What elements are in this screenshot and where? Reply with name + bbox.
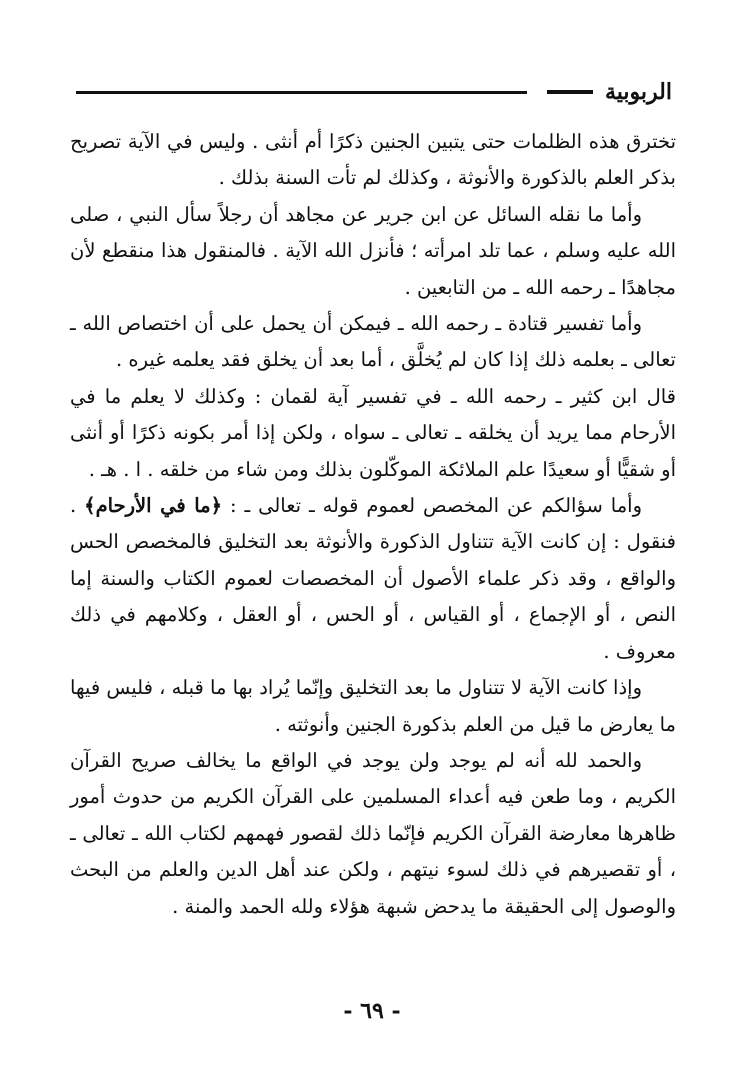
header-dash <box>547 90 593 94</box>
paragraph-5 <box>70 488 676 670</box>
paragraph-6: وإذا كانت الآية لا تتناول ما بعد التخليق وإنّما يُراد بها ما قبله ، فليس فيها ما يعارض ما قيل من العلم بذكورة الجنين وأنوثته . <box>70 676 676 736</box>
body-text <box>70 124 676 925</box>
quran-quote: ﴿ما في الأرحام﴾ <box>84 494 223 518</box>
paragraph-5-lead: وأما سؤالكم عن المخصص لعموم قوله ـ تعالى ـ : <box>229 494 643 518</box>
running-header <box>76 72 674 112</box>
header-rule <box>76 91 527 94</box>
paragraph-3: وأما تفسير قتادة ـ رحمه الله ـ فيمكن أن يحمل على أن اختصاص الله ـ تعالى ـ بعلمه ذلك إذا كان لم يُخلَّق ، أما بعد أن يخلق فقد يعلمه غيره . <box>70 312 676 372</box>
paragraph-4: قال ابن كثير ـ رحمه الله ـ في تفسير آية لقمان : وكذلك لا يعلم ما في الأرحام مما يريد أن يخلقه ـ تعالى ـ سواه ، ولكن إذا أمر بكونه ذكرًا أو أنثى أو شقيًّا أو سعيدًا علم الملائكة الموكّلون بذلك ومن شاء من خلقه . ا . هـ . <box>70 384 676 481</box>
page-number: - ٦٩ - <box>343 998 401 1024</box>
header-title: الربوبية <box>605 79 672 105</box>
paragraph-5-rest: . فنقول : إن كانت الآية تتناول الذكورة والأنوثة بعد التخليق فالمخصص الحس والواقع ، وقد ذكر علماء الأصول أن المخصصات لعموم الكتاب والسنة إما النص ، أو الإجماع ، أو القياس ، أو الحس ، أو العقل ، وكلامهم في ذلك معروف . <box>70 494 676 663</box>
paragraph-7: والحمد لله أنه لم يوجد ولن يوجد في الواقع ما يخالف صريح القرآن الكريم ، وما طعن فيه أعداء المسلمين على القرآن الكريم من حدوث أمور ظاهرها معارضة القرآن الكريم فإنّما ذلك لقصور فهمهم لكتاب الله ـ تعالى ـ ، أو تقصيرهم في ذلك لسوء نيتهم ، ولكن عند أهل الدين والعلم من البحث والوصول إلى الحقيقة ما يدحض شبهة هؤلاء ولله الحمد والمنة . <box>70 748 676 918</box>
paragraph-1: تخترق هذه الظلمات حتى يتبين الجنين ذكرًا أم أنثى . وليس في الآية تصريح بذكر العلم بالذكورة والأنوثة ، وكذلك لم تأت السنة بذلك . <box>70 130 676 190</box>
paragraph-2: وأما ما نقله السائل عن ابن جرير عن مجاهد أن رجلاً سأل النبي ، صلى الله عليه وسلم ، عما تلد امرأته ؛ فأنزل الله الآية . فالمنقول هذا منقطع لأن مجاهدًا ـ رحمه الله ـ من التابعين . <box>70 202 676 299</box>
